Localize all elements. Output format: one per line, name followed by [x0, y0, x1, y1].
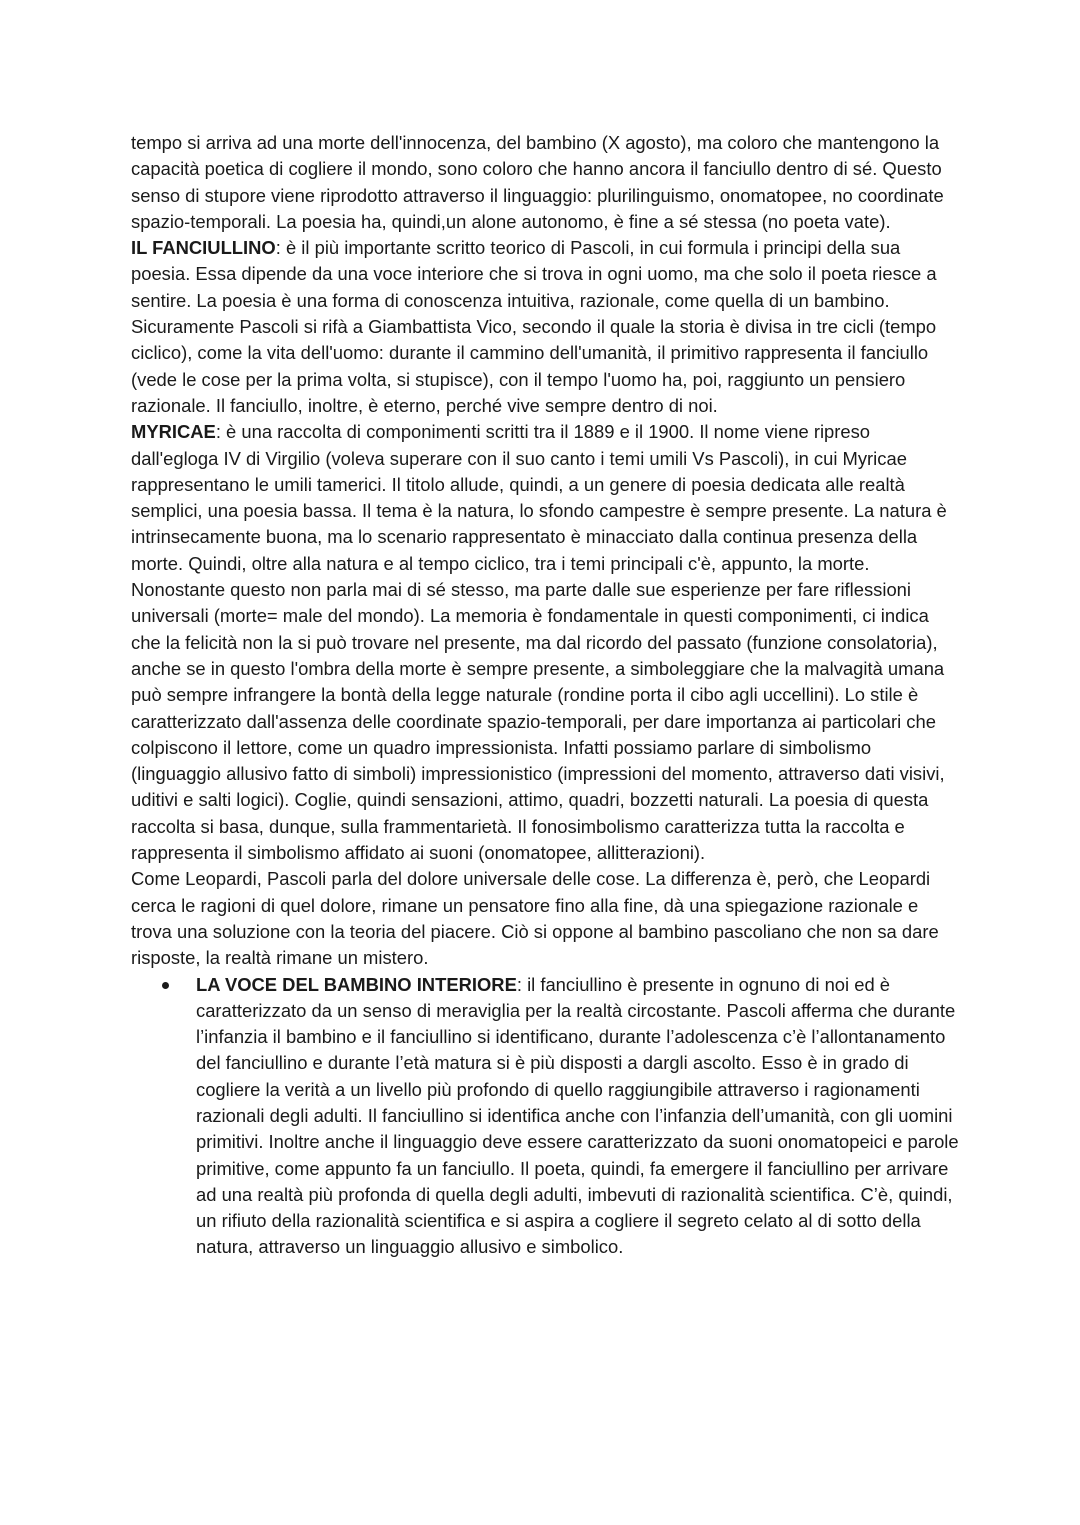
- heading-voce-bambino: LA VOCE DEL BAMBINO INTERIORE: [196, 973, 517, 995]
- heading-fanciullino: IL FANCIULLINO: [131, 237, 276, 259]
- paragraph-fanciullino-text: : è il più importante scritto teorico di Pascoli, in cui formula i principi della sua poesia. Essa dipende da una voce interiore che si trova in ogni uomo, ma che solo il poeta riesce a sentire. La poesia è una forma di conoscenza intuitiva, razionale, come quella di un bambino. Sicuramente Pascoli si rifà a Giambattista Vico, secondo il quale la storia è divisa in tre cicli (tempo ciclico), come la vita dell'uomo: durante il cammino dell'umanità, il primitivo rappresenta il fanciullo (vede le cose per la prima volta, si stupisce), con il tempo l'uomo ha, poi, raggiunto un pensiero razionale. Il fanciullo, inoltre, è eterno, perché vive sempre dentro di noi.: [131, 237, 937, 416]
- bullet-list: [131, 972, 961, 1261]
- paragraph-intro: [131, 130, 961, 235]
- bullet-voce-bambino-text: : il fanciullino è presente in ognuno di noi ed è caratterizzato da un senso di meraviglia per la realtà circostante. Pascoli afferma che durante l’infanzia il bambino e il fanciullino si identificano, durante l’adolescenza c’è l’allontanamento del fanciullino e durante l’età matura si è più disposti a dargli ascolto. Esso è in grado di cogliere la verità a un livello più profondo di quello raggiungibile attraverso i ragionamenti razionali degli adulti. Il fanciullino si identifica anche con l’infanzia dell’umanità, con gli uomini primitivi. Inoltre anche il linguaggio deve essere caratterizzato da suoni onomatopeici e parole primitive, come appunto fa un fanciullo. Il poeta, quindi, fa emergere il fanciullino per arrivare ad una realtà più profonda di quella degli adulti, imbevuti di razionalità scientifica. C’è, quindi, un rifiuto della razionalità scientifica e si aspira a cogliere il segreto celato al di sotto della natura, attraverso un linguaggio allusivo e simbolico.: [196, 973, 959, 1258]
- bullet-item-voce-bambino: [131, 972, 961, 1261]
- paragraph-myricae-text: : è una raccolta di componimenti scritti tra il 1889 e il 1900. Il nome viene ripreso dall'egloga IV di Virgilio (voleva superare con il suo canto i temi umili Vs Pascoli), in cui Myricae rappresentano le umili tamerici. Il titolo allude, quindi, a un genere di poesia dedicata alle realtà semplici, una poesia bassa. Il tema è la natura, lo sfondo campestre è sempre presente. La natura è intrinsecamente buona, ma lo scenario rappresentato è minacciato dalla continua presenza della morte. Quindi, oltre alla natura e al tempo ciclico, tra i temi principali c'è, appunto, la morte. Nonostante questo non parla mai di sé stesso, ma parte dalle sue esperienze per fare riflessioni universali (morte= male del mondo). La memoria è fondamentale in questi componimenti, ci indica che la felicità non la si può trovare nel presente, ma dal ricordo del passato (funzione consolatoria), anche se in questo l'ombra della morte è sempre presente, a simboleggiare che la malvagità umana può sempre infrangere la bontà della legge naturale (rondine porta il cibo agli uccellini). Lo stile è caratterizzato dall'assenza delle coordinate spazio-temporali, per dare importanza ai particolari che colpiscono il lettore, come un quadro impressionista. Infatti possiamo parlare di simbolismo (linguaggio allusivo fatto di simboli) impressionistico (impressioni del momento, attraverso dati visivi, uditivi e salti logici). Coglie, quindi sensazioni, attimo, quadri, bozzetti naturali. La poesia di questa raccolta si basa, dunque, sulla frammentarietà. Il fonosimbolismo caratterizza tutta la raccolta e rappresenta il simbolismo affidato ai suoni (onomatopee, allitterazioni).: [131, 421, 947, 864]
- paragraph-fanciullino: [131, 235, 961, 419]
- paragraph-leopardi: [131, 866, 961, 971]
- paragraph-intro-text: tempo si arriva ad una morte dell'innocenza, del bambino (X agosto), ma coloro che mantengono la capacità poetica di cogliere il mondo, sono coloro che hanno ancora il fanciullo dentro di sé. Questo senso di stupore viene riprodotto attraverso il linguaggio: plurilinguismo, onomatopee, no coordinate spazio-temporali. La poesia ha, quindi,un alone autonomo, è fine a sé stessa (no poeta vate).: [131, 132, 944, 232]
- document-page: [131, 130, 961, 1261]
- paragraph-leopardi-text: Come Leopardi, Pascoli parla del dolore universale delle cose. La differenza è, però, che Leopardi cerca le ragioni di quel dolore, rimane un pensatore fino alla fine, dà una spiegazione razionale e trova una soluzione con la teoria del piacere. Ciò si oppone al bambino pascoliano che non sa dare risposte, la realtà rimane un mistero.: [131, 868, 939, 969]
- heading-myricae: MYRICAE: [131, 421, 216, 443]
- paragraph-myricae: [131, 419, 961, 866]
- bullet-dot-icon: [162, 982, 169, 989]
